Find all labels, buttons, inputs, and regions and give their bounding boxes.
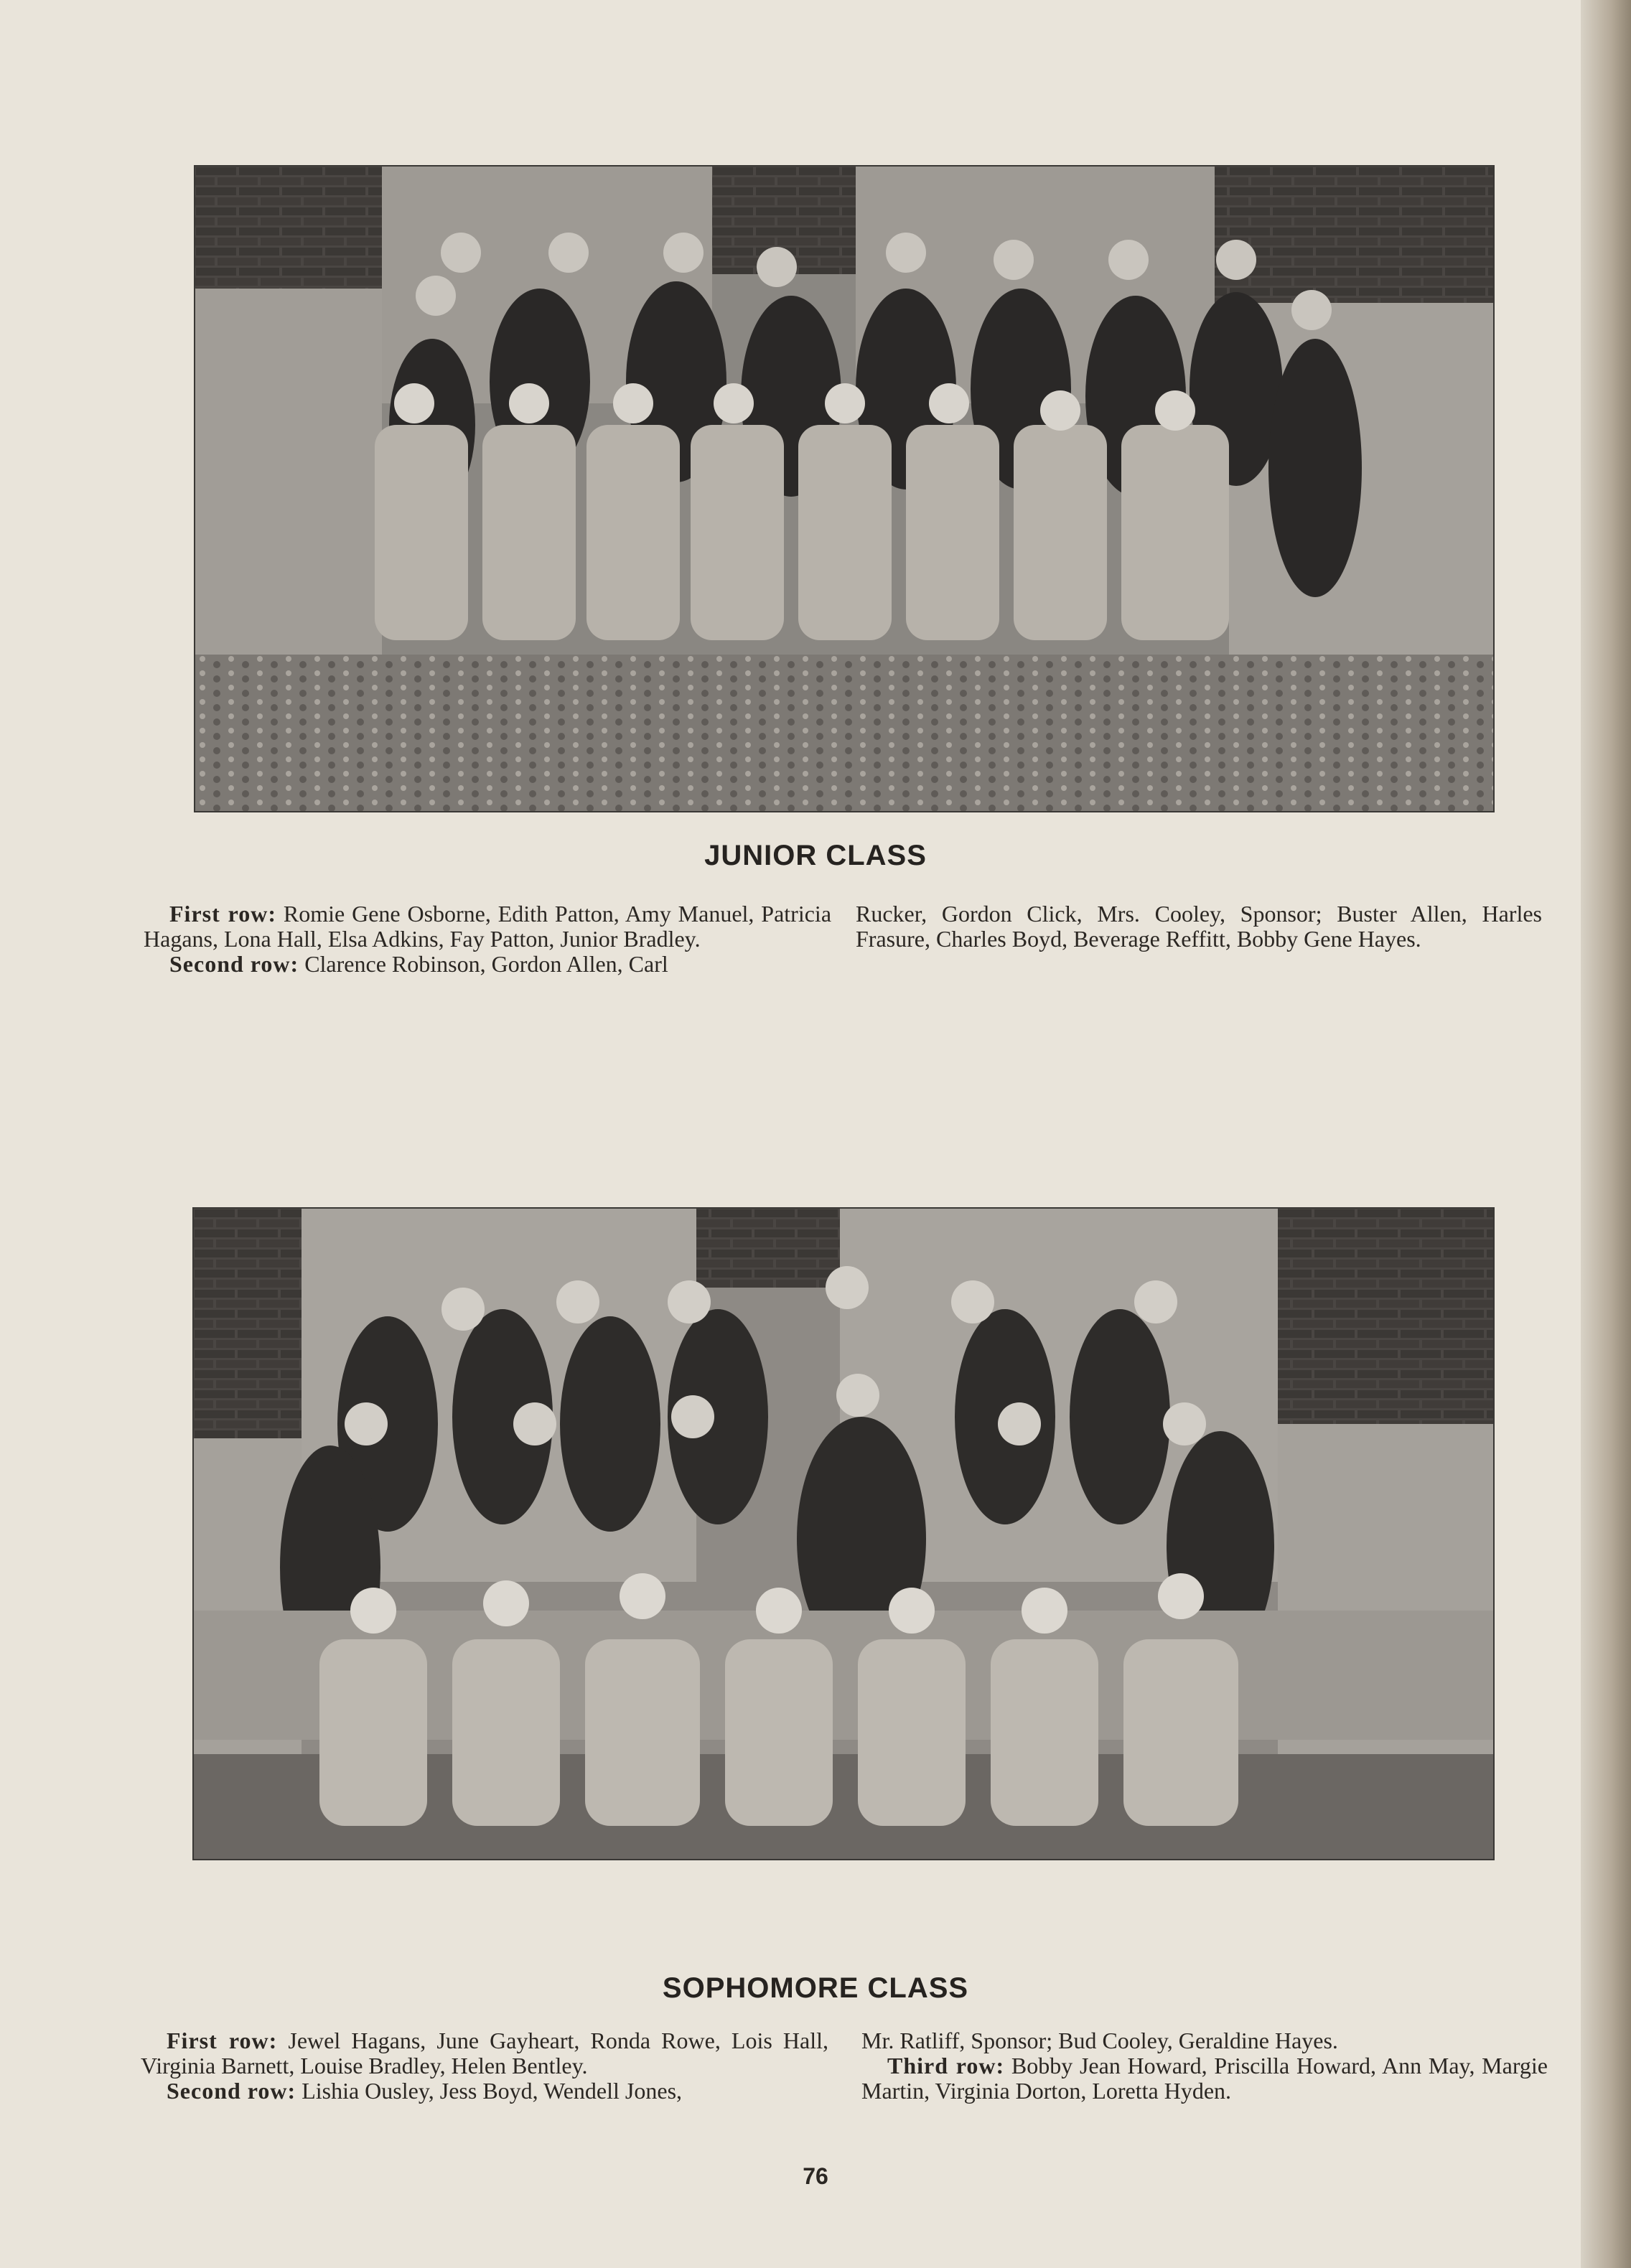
sophomore-caption-right (861, 2028, 1548, 2104)
row-names: Romie Gene Osborne, Edith Patton, Amy Manuel, Patricia Hagans, Lona Hall, Elsa Adkins, Fay Patton, Junior Bradley. (144, 901, 832, 952)
row-names: Bobby Jean Howard, Priscilla Howard, Ann May, Margie Martin, Virginia Dorton, Loretta Hyden. (861, 2053, 1548, 2104)
row-names: Mr. Ratliff, Sponsor; Bud Cooley, Geraldine Hayes. (861, 2028, 1338, 2053)
junior-second-row-cont (856, 901, 1542, 952)
sophomore-class-photo (192, 1207, 1495, 1860)
row-label: Third row: (887, 2053, 1005, 2079)
row-names: Rucker, Gordon Click, Mrs. Cooley, Sponsor; Buster Allen, Harles Frasure, Charles Boyd, Beverage Reffitt, Bobby Gene Hayes. (856, 901, 1542, 952)
page-edge (1581, 0, 1631, 2268)
junior-second-row (144, 952, 831, 977)
row-names: Jewel Hagans, June Gayheart, Ronda Rowe, Lois Hall, Virginia Barnett, Louise Bradley, Helen Bentley. (141, 2028, 829, 2079)
row-names: Lishia Ousley, Jess Boyd, Wendell Jones, (302, 2078, 683, 2104)
sophomore-second-row (141, 2079, 828, 2104)
page-number: 76 (803, 2163, 828, 2189)
sophomore-second-row-cont (861, 2028, 1548, 2053)
row-label: Second row: (167, 2078, 296, 2104)
junior-class-title: JUNIOR CLASS (704, 840, 927, 871)
row-names: Clarence Robinson, Gordon Allen, Carl (304, 951, 668, 977)
row-label: First row: (169, 901, 277, 927)
junior-caption-right (856, 901, 1542, 952)
sophomore-first-row (141, 2028, 828, 2079)
row-label: Second row: (169, 951, 299, 977)
sophomore-third-row (861, 2053, 1548, 2104)
row-label: First row: (167, 2028, 278, 2053)
sophomore-caption-left (141, 2028, 828, 2104)
sophomore-class-title: SOPHOMORE CLASS (662, 1972, 969, 2004)
junior-class-photo (194, 165, 1495, 812)
junior-caption-left (144, 901, 831, 977)
junior-first-row (144, 901, 831, 952)
